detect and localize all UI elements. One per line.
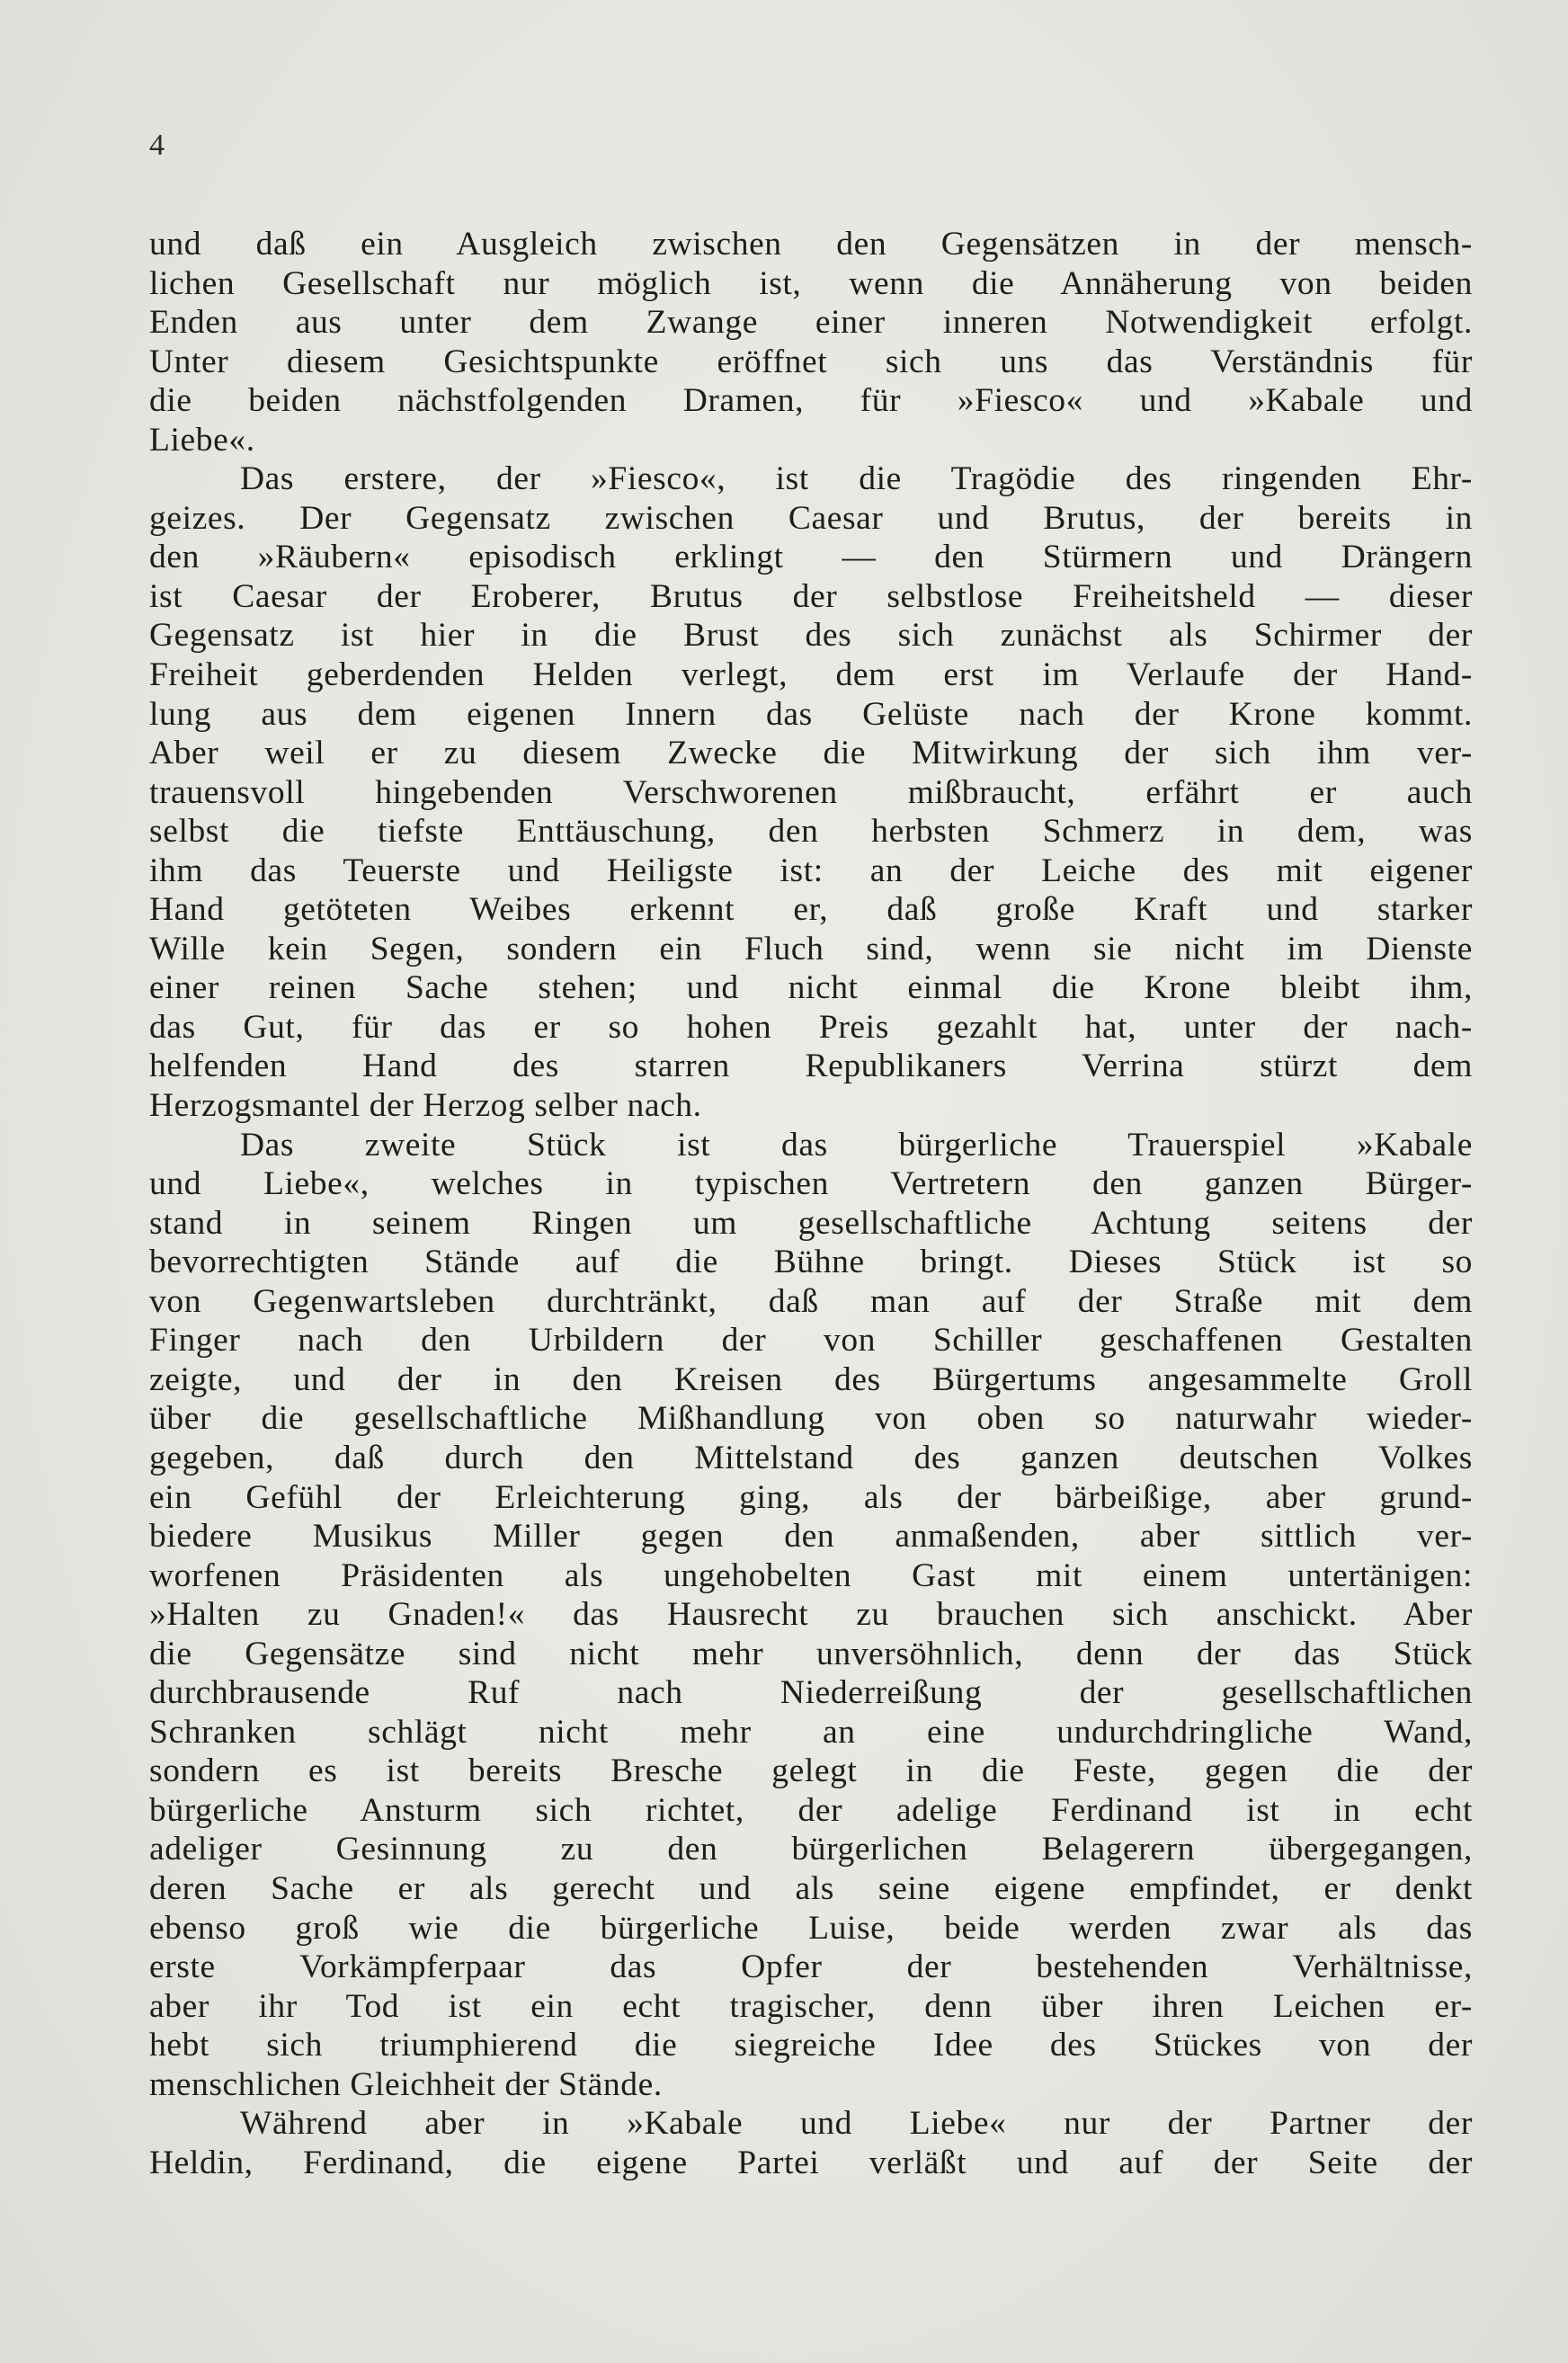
text-line: Herzogsmantel der Herzog selber nach.	[149, 1087, 702, 1125]
text-line: trauensvoll hingebenden Verschworenen mißbraucht, erfährt er auch	[149, 773, 1473, 811]
text-line: die beiden nächstfolgenden Dramen, für »Fiesco« und »Kabale und	[149, 382, 1473, 420]
text-line: adeliger Gesinnung zu den bürgerlichen Belagerern übergegangen,	[149, 1831, 1473, 1868]
text-line: ist Caesar der Eroberer, Brutus der selbstlose Freiheitsheld — dieser	[149, 577, 1473, 615]
text-line: von Gegenwartsleben durchtränkt, daß man auf der Straße mit dem	[149, 1282, 1473, 1320]
text-line: sondern es ist bereits Bresche gelegt in die Feste, gegen die der	[149, 1752, 1473, 1790]
text-line: durchbrausende Ruf nach Niederreißung der gesellschaftlichen	[149, 1674, 1473, 1712]
text-line: Aber weil er zu diesem Zwecke die Mitwirkung der sich ihm ver-	[149, 735, 1473, 772]
paragraph-first-line: Das zweite Stück ist das bürgerliche Trauerspiel »Kabale	[240, 1126, 1473, 1164]
text-line: Enden aus unter dem Zwange einer inneren Notwendigkeit erfolgt.	[149, 304, 1473, 342]
text-line: Unter diesem Gesichtspunkte eröffnet sich uns das Verständnis für	[149, 343, 1473, 380]
body-text	[149, 225, 1473, 2182]
paragraph-first-line: Während aber in »Kabale und Liebe« nur der Partner der	[240, 2105, 1473, 2143]
text-line: ein Gefühl der Erleichterung ging, als der bärbeißige, aber grund-	[149, 1478, 1473, 1516]
text-line: lichen Gesellschaft nur möglich ist, wenn die Annäherung von beiden	[149, 264, 1473, 302]
page-number: 4	[149, 129, 165, 162]
text-line: Gegensatz ist hier in die Brust des sich zunächst als Schirmer der	[149, 617, 1473, 655]
text-line: erste Vorkämpferpaar das Opfer der bestehenden Verhältnisse,	[149, 1948, 1473, 1986]
text-line: das Gut, für das er so hohen Preis gezahlt hat, unter der nach-	[149, 1008, 1473, 1046]
text-line: hebt sich triumphierend die siegreiche Idee des Stückes von der	[149, 2027, 1473, 2064]
text-line: selbst die tiefste Enttäuschung, den herbsten Schmerz in dem, was	[149, 813, 1473, 851]
text-line: und Liebe«, welches in typischen Vertretern den ganzen Bürger-	[149, 1165, 1473, 1203]
text-line: helfenden Hand des starren Republikaners Verrina stürzt dem	[149, 1048, 1473, 1085]
text-line: Freiheit geberdenden Helden verlegt, dem erst im Verlaufe der Hand-	[149, 656, 1473, 694]
text-line: einer reinen Sache stehen; und nicht einmal die Krone bleibt ihm,	[149, 969, 1473, 1007]
text-line: gegeben, daß durch den Mittelstand des ganzen deutschen Volkes	[149, 1439, 1473, 1476]
text-line: stand in seinem Ringen um gesellschaftliche Achtung seitens der	[149, 1204, 1473, 1242]
text-line: geizes. Der Gegensatz zwischen Caesar und Brutus, der bereits in	[149, 499, 1473, 537]
text-line: ihm das Teuerste und Heiligste ist: an der Leiche des mit eigener	[149, 852, 1473, 889]
text-line: aber ihr Tod ist ein echt tragischer, denn über ihren Leichen er-	[149, 1987, 1473, 2025]
text-line: »Halten zu Gnaden!« das Hausrecht zu brauchen sich anschickt. Aber	[149, 1596, 1473, 1634]
text-line: worfenen Präsidenten als ungehobelten Gast mit einem untertänigen:	[149, 1556, 1473, 1594]
text-line: Wille kein Segen, sondern ein Fluch sind, wenn sie nicht im Dienste	[149, 930, 1473, 967]
text-line: und daß ein Ausgleich zwischen den Gegensätzen in der mensch-	[149, 226, 1473, 263]
text-line: biedere Musikus Miller gegen den anmaßenden, aber sittlich ver-	[149, 1518, 1473, 1556]
text-line: Heldin, Ferdinand, die eigene Partei verläßt und auf der Seite der	[149, 2144, 1473, 2181]
text-line: bürgerliche Ansturm sich richtet, der adelige Ferdinand ist in echt	[149, 1791, 1473, 1829]
text-line: menschlichen Gleichheit der Stände.	[149, 2065, 663, 2103]
text-line: den »Räubern« episodisch erklingt — den Stürmern und Drängern	[149, 539, 1473, 576]
text-line: Liebe«.	[149, 421, 255, 459]
text-line: über die gesellschaftliche Mißhandlung von oben so naturwahr wieder-	[149, 1400, 1473, 1438]
text-line: Finger nach den Urbildern der von Schiller geschaffenen Gestalten	[149, 1322, 1473, 1360]
paragraph-first-line: Das erstere, der »Fiesco«, ist die Tragödie des ringenden Ehr-	[240, 460, 1473, 498]
text-line: bevorrechtigten Stände auf die Bühne bringt. Dieses Stück ist so	[149, 1244, 1473, 1281]
text-line: ebenso groß wie die bürgerliche Luise, beide werden zwar als das	[149, 1909, 1473, 1947]
text-line: die Gegensätze sind nicht mehr unversöhnlich, denn der das Stück	[149, 1635, 1473, 1672]
text-line: deren Sache er als gerecht und als seine eigene empfindet, er denkt	[149, 1869, 1473, 1907]
text-line: lung aus dem eigenen Innern das Gelüste nach der Krone kommt.	[149, 695, 1473, 733]
text-line: zeigte, und der in den Kreisen des Bürgertums angesammelte Groll	[149, 1360, 1473, 1398]
text-line: Hand getöteten Weibes erkennt er, daß große Kraft und starker	[149, 891, 1473, 929]
text-line: Schranken schlägt nicht mehr an eine undurchdringliche Wand,	[149, 1713, 1473, 1751]
